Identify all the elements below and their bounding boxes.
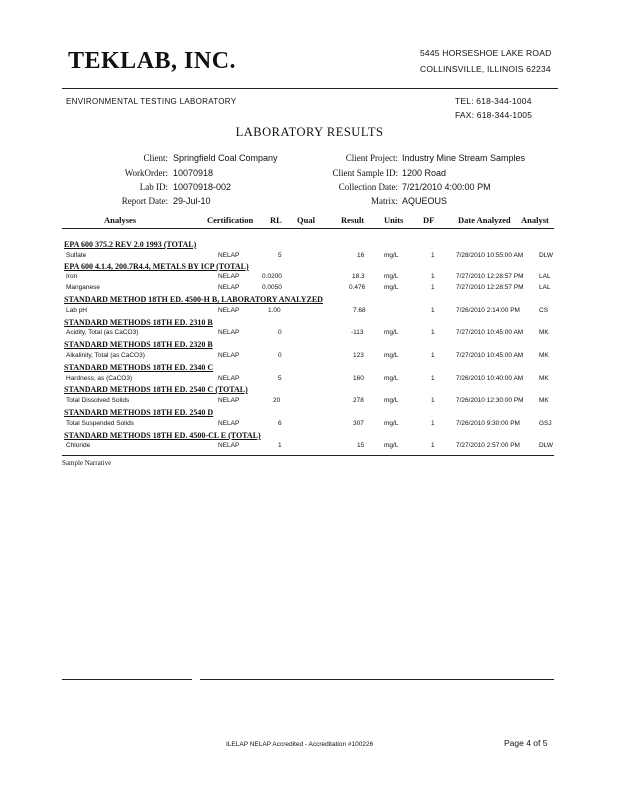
dilution-factor: 1 [431, 420, 435, 427]
analyst: MK [539, 397, 549, 404]
analyst: MK [539, 352, 549, 359]
collection-date-value: 7/21/2010 4:00:00 PM [402, 182, 491, 192]
date-analyzed: 7/26/2010 10:40:00 AM [456, 375, 524, 382]
footer-rule-left [62, 679, 192, 680]
dilution-factor: 1 [431, 397, 435, 404]
address-line-1: 5445 HORSESHOE LAKE ROAD [420, 48, 552, 58]
analyst: DLW [539, 442, 553, 449]
certification: NELAP [218, 375, 240, 382]
analyst: GSJ [539, 420, 552, 427]
result: -113 [351, 329, 364, 336]
method-heading: STANDARD METHODS 18TH ED. 2320 B [64, 340, 213, 349]
method-heading: STANDARD METHODS 18TH ED. 2540 C (TOTAL) [64, 385, 248, 394]
analyst: LAL [539, 284, 551, 291]
footer-rule-right [200, 679, 554, 680]
date-analyzed: 7/27/2010 10:45:00 AM [456, 329, 524, 336]
certification: NELAP [218, 397, 240, 404]
analyte: Acidity, Total (as CaCO3) [66, 329, 139, 336]
dilution-factor: 1 [431, 252, 435, 259]
col-df: DF [423, 215, 435, 225]
result: 160 [353, 375, 364, 382]
certification: NELAP [218, 284, 240, 291]
method-heading: STANDARD METHODS 18TH ED. 2340 C [64, 363, 214, 372]
units: mg/L [384, 284, 399, 291]
col-date-analyzed: Date Analyzed [458, 215, 511, 225]
rl: 5 [278, 252, 282, 259]
method-heading: EPA 600 4.1.4, 200.7R4.4, METALS BY ICP (TOTAL) [64, 262, 249, 271]
analyst: CS [539, 307, 549, 314]
result: 15 [357, 442, 365, 449]
workorder-value: 10070918 [173, 168, 214, 178]
method-heading: STANDARD METHODS 18TH ED. 2310 B [64, 318, 213, 327]
analyte: Chloride [66, 442, 91, 449]
rl: 5 [278, 375, 282, 382]
result: 278 [353, 397, 364, 404]
col-units: Units [384, 215, 404, 225]
date-analyzed: 7/27/2010 2:57:00 PM [456, 442, 520, 449]
lab-id-value: 10070918-002 [173, 182, 232, 192]
col-analyses: Analyses [104, 215, 137, 225]
method-heading: EPA 600 375.2 REV 2.0 1993 (TOTAL) [64, 240, 197, 249]
date-analyzed: 7/27/2010 12:28:57 PM [456, 284, 524, 291]
certification: NELAP [218, 420, 240, 427]
matrix-value: AQUEOUS [402, 196, 448, 206]
table-header-rule [62, 228, 554, 229]
col-analyst: Analyst [521, 215, 549, 225]
header-rule [62, 88, 558, 89]
lab-id-label: Lab ID: [139, 182, 168, 192]
company-name: TEKLAB, INC. [68, 48, 237, 74]
result: 307 [353, 420, 364, 427]
analyte: Iron [66, 273, 78, 280]
dilution-factor: 1 [431, 329, 435, 336]
certification: NELAP [218, 252, 240, 259]
certification: NELAP [218, 329, 240, 336]
rl: 1.00 [268, 307, 281, 314]
rl: 0 [278, 329, 282, 336]
units: mg/L [384, 329, 399, 336]
date-analyzed: 7/26/2010 12:30:00 PM [456, 397, 524, 404]
lab-type: ENVIRONMENTAL TESTING LABORATORY [66, 97, 237, 106]
col-qual: Qual [297, 215, 315, 225]
date-analyzed: 7/26/2010 2:14:00 PM [456, 307, 520, 314]
analyst: DLW [539, 252, 553, 259]
rl: 0.0050 [262, 284, 282, 291]
dilution-factor: 1 [431, 352, 435, 359]
page-title: LABORATORY RESULTS [235, 125, 384, 139]
collection-date-label: Collection Date: [338, 182, 398, 192]
units: mg/L [384, 375, 399, 382]
analyte: Hardness, as (CaCO3) [66, 375, 133, 382]
method-heading: STANDARD METHODS 18TH ED. 2540 D [64, 408, 214, 417]
date-analyzed: 7/26/2010 9:30:00 PM [456, 420, 520, 427]
result: 0.476 [349, 284, 366, 291]
matrix-label: Matrix: [371, 196, 398, 206]
rl: 1 [278, 442, 282, 449]
client-project-value: Industry Mine Stream Samples [402, 153, 526, 163]
table-bottom-rule [62, 455, 554, 456]
date-analyzed: 7/28/2010 10:55:00 AM [456, 252, 524, 259]
analyte: Lab pH [66, 307, 87, 314]
result: 18.3 [352, 273, 365, 280]
telephone: TEL: 618-344-1004 [455, 96, 532, 106]
client-sample-id-label: Client Sample ID: [332, 168, 398, 178]
address-line-2: COLLINSVILLE, ILLINOIS 62234 [420, 64, 551, 74]
rl: 0.0200 [262, 273, 282, 280]
units: mg/L [384, 352, 399, 359]
rl: 20 [273, 397, 281, 404]
analyte: Total Suspended Solids [66, 420, 134, 427]
units: mg/L [384, 420, 399, 427]
dilution-factor: 1 [431, 375, 435, 382]
dilution-factor: 1 [431, 284, 435, 291]
client-project-label: Client Project: [345, 153, 398, 163]
date-analyzed: 7/27/2010 12:28:57 PM [456, 273, 524, 280]
result: 16 [357, 252, 365, 259]
rl: 0 [278, 352, 282, 359]
analyte: Manganese [66, 284, 100, 291]
report-date-value: 29-Jul-10 [173, 196, 211, 206]
units: mg/L [384, 397, 399, 404]
method-heading: STANDARD METHODS 18TH ED. 4500-CL E (TOTAL) [64, 431, 261, 440]
result: 123 [353, 352, 364, 359]
dilution-factor: 1 [431, 273, 435, 280]
analyte: Alkalinity, Total (as CaCO3) [66, 352, 145, 359]
accreditation-note: ILELAP NELAP Accredited - Accreditation #100226 [226, 741, 374, 748]
col-rl: RL [270, 215, 282, 225]
result: 7.68 [353, 307, 366, 314]
certification: NELAP [218, 352, 240, 359]
units: mg/L [384, 252, 399, 259]
analyst: MK [539, 329, 549, 336]
certification: NELAP [218, 442, 240, 449]
certification: NELAP [218, 273, 240, 280]
date-analyzed: 7/27/2010 10:45:00 AM [456, 352, 524, 359]
analyst: MK [539, 375, 549, 382]
client-label: Client: [143, 153, 168, 163]
units: mg/L [384, 273, 399, 280]
report-date-label: Report Date: [121, 196, 168, 206]
analyte: Sulfate [66, 252, 87, 259]
sample-narrative: Sample Narrative [62, 459, 112, 467]
analyte: Total Dissolved Solids [66, 397, 130, 404]
workorder-label: WorkOrder: [124, 168, 168, 178]
certification: NELAP [218, 307, 240, 314]
units: mg/L [384, 442, 399, 449]
fax: FAX: 618-344-1005 [455, 110, 533, 120]
dilution-factor: 1 [431, 442, 435, 449]
rl: 6 [278, 420, 282, 427]
method-heading: STANDARD METHOD 18TH ED. 4500-H B, LABORATORY ANALYZED [64, 295, 323, 304]
page-number: Page 4 of 5 [504, 738, 548, 748]
client-value: Springfield Coal Company [173, 153, 278, 163]
col-certification: Certification [207, 215, 254, 225]
dilution-factor: 1 [431, 307, 435, 314]
col-result: Result [341, 215, 365, 225]
client-sample-id-value: 1200 Road [402, 168, 447, 178]
analyst: LAL [539, 273, 551, 280]
